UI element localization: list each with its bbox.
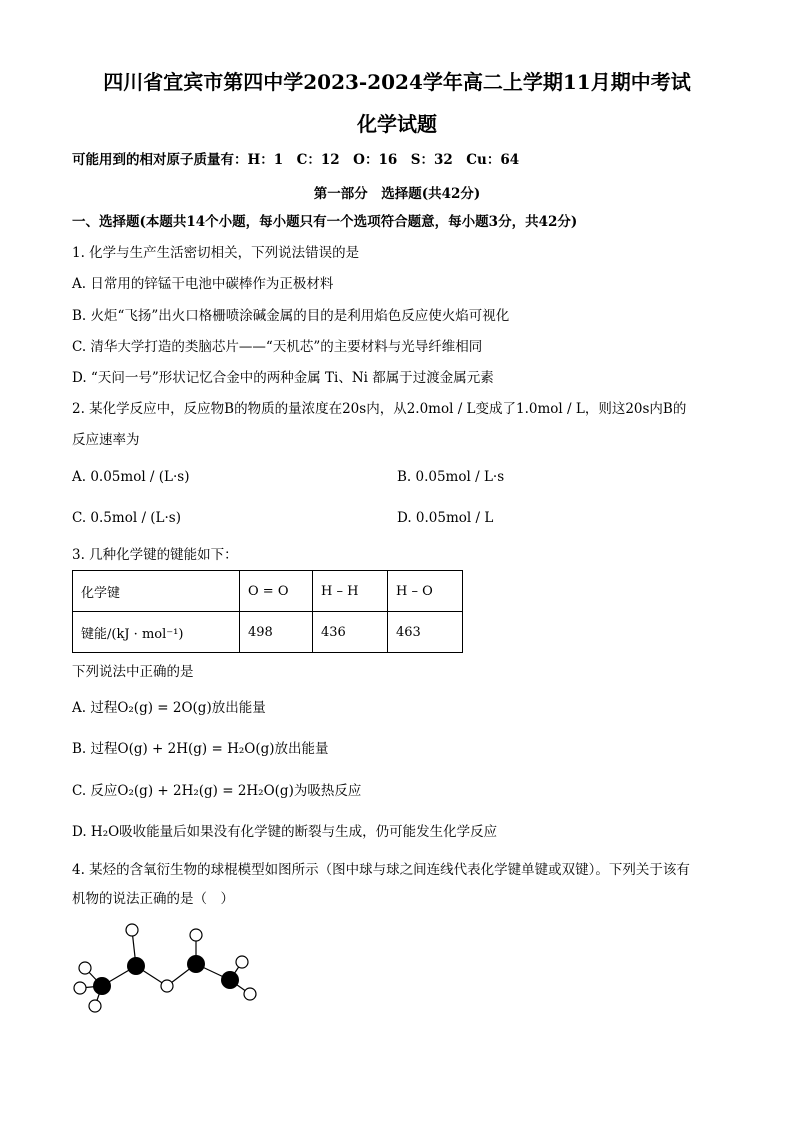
table-row-label: 键能/(kJ · mol⁻¹): [73, 612, 240, 653]
light-atoms: [74, 924, 256, 1012]
table-row: [73, 571, 463, 612]
hydrogen-atom: [79, 962, 91, 974]
q1-option-a: A. 日常用的锌锰干电池中碳棒作为正极材料: [72, 276, 334, 292]
q3-stem: 3. 几种化学键的键能如下：: [72, 547, 238, 563]
q2-option-d: D. 0.05mol / L: [397, 510, 494, 526]
bond-lines: [80, 930, 250, 1006]
q2-option-b: B. 0.05mol / L·s: [397, 469, 505, 485]
q3-option-c: C. 反应O₂(g) + 2H₂(g) = 2H₂O(g)为吸热反应: [72, 783, 362, 799]
q1-stem: 1. 化学与生产生活密切相关，下列说法错误的是: [72, 245, 360, 261]
table-cell: 463: [388, 612, 463, 653]
q4-stem-line1: 4. 某烃的含氧衍生物的球棍模型如图所示（图中球与球之间连线代表化学键单键或双键）。下列关于该有: [72, 862, 690, 878]
oxygen-atom: [161, 980, 173, 992]
q3-option-a: A. 过程O₂(g) = 2O(g)放出能量: [72, 700, 266, 716]
q2-option-c: C. 0.5mol / (L·s): [72, 510, 181, 526]
q2-option-a: A. 0.05mol / (L·s): [72, 469, 190, 485]
q2-stem-line1: 2. 某化学反应中，反应物B的物质的量浓度在20s内，从2.0mol / L变成了1.0mol / L，则这20s内B的: [72, 401, 687, 417]
table-row: [73, 612, 463, 653]
exam-title: 四川省宜宾市第四中学2023-2024学年高二上学期11月期中考试: [103, 70, 691, 94]
carbon-atom: [93, 977, 111, 995]
table-cell: 498: [240, 612, 313, 653]
table-header-cell: H – H: [313, 571, 388, 612]
q1-option-d: D. “天问一号”形状记忆合金中的两种金属 Ti、Ni 都属于过渡金属元素: [72, 370, 494, 386]
q3-question: 下列说法中正确的是: [72, 664, 194, 680]
carbon-atom: [187, 955, 205, 973]
hydrogen-atom: [244, 988, 256, 1000]
ball-and-stick-model: [70, 918, 270, 1018]
carbon-atom: [127, 957, 145, 975]
q1-option-b: B. 火炬“飞扬”出火口格栅喷涂碱金属的目的是利用焰色反应使火焰可视化: [72, 308, 510, 324]
part-title: 第一部分 选择题(共42分): [313, 186, 481, 202]
table-header-cell: O = O: [240, 571, 313, 612]
q3-option-b: B. 过程O(g) + 2H(g) = H₂O(g)放出能量: [72, 741, 329, 757]
hydrogen-atom: [190, 929, 202, 941]
q3-option-d: D. H₂O吸收能量后如果没有化学键的断裂与生成，仍可能发生化学反应: [72, 824, 498, 840]
table-cell: 436: [313, 612, 388, 653]
table-header-cell: 化学键: [73, 571, 240, 612]
q1-option-c: C. 清华大学打造的类脑芯片——“天机芯”的主要材料与光导纤维相同: [72, 339, 483, 355]
bond-energy-table: [72, 570, 463, 653]
table-header-cell: H – O: [388, 571, 463, 612]
atomic-masses: 可能用到的相对原子质量有：H：1 C：12 O：16 S：32 Cu：64: [72, 152, 520, 168]
hydrogen-atom: [236, 956, 248, 968]
exam-subtitle: 化学试题: [357, 112, 437, 136]
q4-stem-line2: 机物的说法正确的是（ ）: [72, 891, 234, 907]
carbon-atom: [221, 971, 239, 989]
hydrogen-atom: [89, 1000, 101, 1012]
hydrogen-atom: [74, 982, 86, 994]
section-title: 一、选择题(本题共14个小题，每小题只有一个选项符合题意，每小题3分，共42分): [72, 214, 578, 230]
hydrogen-atom: [126, 924, 138, 936]
q2-stem-line2: 反应速率为: [72, 432, 140, 448]
